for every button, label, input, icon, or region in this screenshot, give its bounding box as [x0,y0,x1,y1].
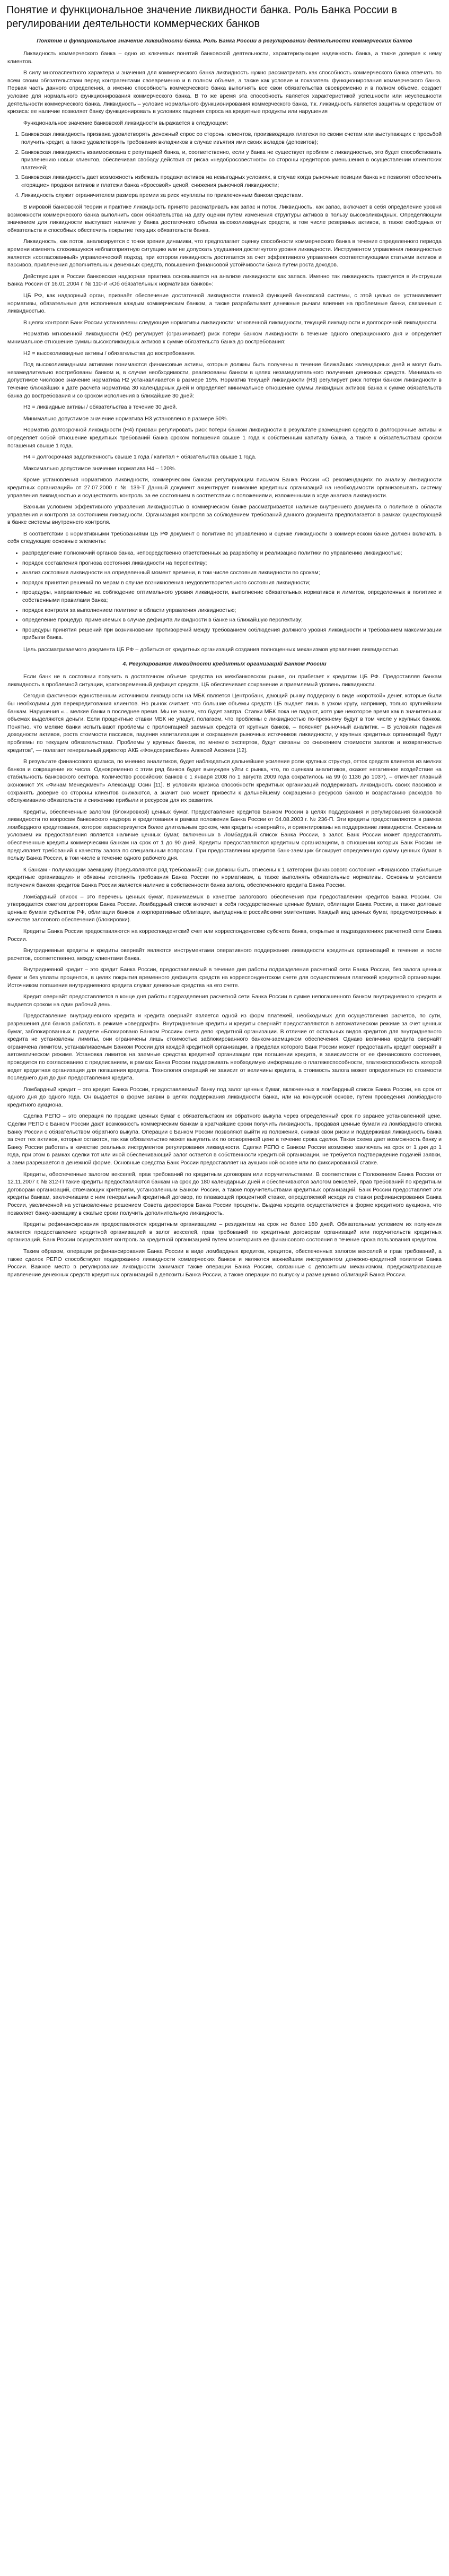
paragraph: Важным условием эффективного управления ликвидностью в коммерческом банке рассматривается наличие внутреннего документа о политике в области управления и контроля за состоянием ликвидности. Организация контроля за соблюдением требований данного документа предполагается в рамках существующей в банке системы внутреннего контроля. [7,504,442,526]
paragraph: В результате финансового кризиса, по мнению аналитиков, будет наблюдаться дальнейшее усиление роли крупных структур, отток средств клиентов из мелких банков и сокращение их числа. Одновременно с этим ряд банков будет вынужден уйти с рынка, что, по оценкам аналитиков, окажет негативное воздействие на стабильность банковского сектора. Количество российских банков с 1 января 2008 по 1 августа 2009 года сократилось на 99 (с 1136 до 1037), – отмечает главный экономист УК «Финам Менеджмент» Александр Осин [11]. В условиях кризиса способности кредитных организаций поддерживать ликвидность своих пассивов и сохранять доверие со стороны клиентов снижаются, а значит оно может привести к дальнейшему сокращению ресурсов банков и возрастанию расходов по обслуживанию обязательств и снижению прибыли и ресурсов для их развития. [7,758,442,804]
paragraph: ЦБ РФ, как надзорный орган, признаёт обеспечение достаточной ликвидности главной функцией банковской системы, с этой целью он устанавливает нормативы, обязательные для исполнения каждым коммерческим банком, а также разрабатывает денежные рычаги влияния на проблемные банки, связанные с ликвидностью. [7,292,442,315]
paragraph: Функциональное значение банковской ликвидности выражается в следующем: [23,119,228,126]
paragraph: Действующая в России банковская надзорная практика основывается на анализе ликвидности как запаса. Именно так ликвидность трактуется в Инструкции Банка России от 16.01.2004 г. № 110-И «Об обязательных нормативах банков»: [7,273,442,288]
paragraph: Кредиты, обеспеченные залогом векселей, прав требований по кредитным договорам или поручительствами. В соответствии с Положением Банка России от 12.11.2007 г. № 312-П такие кредиты предоставляются банкам на срок до 180 календарных дней и обеспечиваются залогом векселей, прав требований по кредитным договорам организаций, отвечающих критериям, установленным Банком России, а также поручительствами кредитных организаций. Банк России предоставляет эти кредиты банкам, заключившим с ним генеральный кредитный договор, по плавающей процентной ставке, определяемой исходя из ставки рефинансирования Банка России, увеличенной на установленные решением Совета директоров Банка России проценты. Выдача кредита осуществляется в форме кредитного аукциона, что позволяет банку-заемщику в сжатые сроки получить дополнительную ликвидность. [7,1171,442,1216]
regulation-section [7,673,442,889]
paragraph: Кредиты, обеспеченные залогом (блокировкой) ценных бумаг. Предоставление кредитов Банком России в целях поддержания и регулирования банковской ликвидности по вопросам банковского надзора и кредитования в рамках положения Банка России от 04.08.2003 г. № 236-П. Эти кредиты предоставляются в рамках ломбардного кредитования, которое характеризуется более длительным сроком, чем кредиты «овернайт», и ориентированы на поддержание ликвидности. Основным условием их предоставления является наличие ценных бумаг, включенных в Ломбардный список Банка России, в залог. Банк России может предоставлять обеспеченные кредиты коммерческим банкам на срок от 1 до 90 дней. Кредиты предоставляются кредитным организациям, в отношении которых Банк России не предъявляет требований к качеству залога по специальным вопросам. При предоставлении кредитов банк-заемщик блокирует определенную сумму ценных бумаг в пользу Банка России, в том числе в течение одного рабочего дня. [7,808,442,862]
paragraph: В мировой банковской теории и практике ликвидность принято рассматривать как запас и поток. Ликвидность, как запас, включает в себя определение уровня возможности коммерческого банка выполнить свои обязательства на дату оценки путем изменения структуры активов в пользу высоколиквидных. Определяющим значением для ликвидности выступает наличие у банка достаточного объема высоколиквидных средств, в том числе резервных активов, а также свободных от обязательств и способных обеспечить покрытие текущих обязательств банка. [7,204,442,234]
policy-elements-list [7,549,442,642]
paragraph: Таким образом, операции рефинансирования Банка России в виде ломбардных кредитов, кредитов, обеспеченных залогом векселей и прав требований, а также сделок РЕПО способствуют поддержанию ликвидности коммерческих банков и являются важнейшим инструментом денежно-кредитной политики Банка России. Важное место в регулировании ликвидности занимают также операции Банка России, связанные с депозитным механизмом, предусматривающие привлечение денежных средств кредитных организаций в депозиты Банка России, а также операции по выпуску и размещению облигаций Банка России. [7,1248,442,1278]
paragraph: Под высоколиквидными активами понимаются финансовые активы, которые должны быть получены в течение ближайших календарных дней и могут быть незамедлительно востребованы банком и, в случае необходимости, реализованы банком в целях незамедлительного получения денежных средств. Минимально допустимое числовое значение норматива Н2 устанавливается в размере 15%. Норматив текущей ликвидности (Н3) регулирует риск потери банком ликвидности в течение ближайших к дате расчета норматива 30 календарных дней и определяет минимальное отношение суммы ликвидных активов банка к сумме обязательств банка до востребования и со сроком исполнения в ближайшие 30 дней: [7,361,442,399]
paragraph: В соответствии с нормативными требованиями ЦБ РФ документ о политике по управлению и оценке ликвидности в коммерческом банке должен включать в себя следующие основные элементы: [7,530,442,545]
article-body [7,36,442,1278]
paragraph: Кредиты Банка России предоставляются на корреспондентский счет или корреспондентские субсчета банка, открытые в подразделениях расчетной сети Банка России. [7,928,442,943]
formula: Н3 = ликвидные активы / обязательства в течение 30 дней. [23,404,178,411]
list-item: 1. Банковская ликвидность призвана удовлетворять денежный спрос со стороны клиентов, произвводящих платежи по своим счетам или выступающих с просьбой получить кредит, а также удовлетворять требования вкладчиков в случае изъятия ими своих вкладов (депозитов); [21,131,442,146]
paragraph: Норматив долгосрочной ликвидности (Н4) призван регулировать риск потери банком ликвидности в результате размещения средств в долгосрочные активы и определяет собой отношение кредитных требований банка сроком погашения свыше 1 года к собственным капиталу банка, а также к обязательствам сроком погашения свыше 1 года. [7,427,442,449]
paragraph: Сегодня фактически единственным источником ликвидности на МБК является Центробанк, дающий рынку поддержку в виде «короткой» денег, которые были бы необходимы для перекредитования клиентов. Но рынок считает, что большие объемы средств ЦБ выдает лишь в узком кругу, например, только крупнейшим банкам. Нарушения «... мелкие банки в последнее время. Мы не знаем, что будет завтра. Ставки МБК пока не падают, хотя уже некоторое время как в значительных объемах выделяются деньги. Если процентные ставки МБК не упадут, полагаем, что проблемы с ликвидностью по-прежнему будут в том числе у крупных банков. Понятно, что мелкие банки испытывают проблемы с пролонгацией заемных средств от крупных банков, – поясняет рыночный аналитик. – В условиях падения доходности активов, роста стоимости пассивов, падения капитализации и сокращения рыночных источников ликвидности, у крупных кредитных организаций будут проблемы по текущим обязательствам. Проблемы у крупных банков, по мнению экспертов, будут связаны со снижением стоимости залогов и возвратностью кредитов", — полагает генеральный директор АКБ «Фондсервисбанк» Алексей Аксенов [12]. [7,693,442,754]
list-item: • порядок принятия решений по мерам в случае возникновения неудовлетворительного состояния ликвидности; [22,579,442,587]
paragraph: Кроме установления нормативов ликвидности, коммерческим банкам регулирующим письмом Банка России «О рекомендациях по анализу ликвидности кредитных организаций» от 27.07.2000 г. № 139-Т Данный документ акцентирует внимание кредитных организаций на необходимости организовывать систему управления ликвидностью и осуществлять контроль за ее состоянием в соответствии с положениями, изложенными в ходе анализа ликвидности. [7,477,442,499]
paragraph: Внутридневные кредиты и кредиты овернайт являются инструментами оперативного поддержания ликвидности кредитных организаций в течение и после расчетов, соответственно, между клиентами банка. [7,947,442,962]
list-item: • порядок контроля за выполнением политики в области управления ликвидностью; [22,607,442,615]
formula: Н2 = высоколиквидные активы / обязательства до востребования. [23,350,196,357]
paragraph: Цель рассматриваемого документа ЦБ РФ – добиться от кредитных организаций создания полноценных механизмов управления ликвидностью. [23,646,400,653]
list-item: • анализ состояния ликвидности на определенный момент времени, в том числе состояния ликвидности по срокам; [22,569,442,577]
list-item: • определение процедур, применяемых в случае дефицита ликвидности в банке на ближайшую перспективу; [22,616,442,624]
paragraph: Ликвидность, как поток, анализируется с точки зрения динамики, что предполагает оценку способности коммерческого банка в течение определенного периода времени изменять сложившуюся неблагоприятную ситуацию или не допускать ухудшения достигнутого уровня ликвидности. Инструментом управления ликвидностью является «согласованный» управленческий подход, при котором ликвидность достигается за счет эффективного управления соответствующими статьями активов и пассивов, привлечения дополнительных денежных средств, повышения финансовой устойчивости банка путем роста доходов. [7,238,442,269]
list-item: • процедуры принятия решений при возникновении противоречий между требованием соблюдения должного уровня ликвидности и требованием максимизации прибыли банка. [22,626,442,642]
paragraph: Ломбардный кредит – это кредит Банка России, предоставляемый банку под залог ценных бумаг, включенных в ломбардный список Банка России, на срок от одного дня до одного года. Он выдается в форме заявки в целях поддержания ликвидности банка, или на конкурсной основе, путем проведения ломбардного кредитного аукциона. [7,1086,442,1108]
section-heading: 4. Регулирование ликвидности кредитных организаций Банком России [122,660,327,667]
intro-section [7,50,442,127]
page-title: Понятие и функциональное значение ликвидности банка. Роль Банка России в регулировании деятельности коммерческих банков [6,4,398,30]
paragraph: Кредит овернайт предоставляется в конце дня работы подразделения расчетной сети Банка России в сумме непогашенного банком внутридневного кредита и выдается сроком на один рабочий день. [7,993,442,1008]
paragraph: Внутридневной кредит – это кредит Банка России, предоставляемый в течение дня работы подразделения расчетной сети Банка России, без залога ценных бумаг и без уплаты процентов, в целях покрытия временного дефицита средств на корреспондентском счете для осуществления платежей кредитной организации. Источником погашения внутридневного кредита служат денежные средства на его счете. [7,966,442,989]
refinancing-section [7,893,442,1279]
page [0,0,449,1278]
list-item: • порядок составления прогноза состояния ликвидности на перспективу; [22,559,442,567]
paragraph: Сделка РЕПО – это операция по продаже ценных бумаг с обязательством их обратного выкупа через определенный срок по заранее установленной цене. Сделки РЕПО с Банком России дают возможность коммерческим банкам в кратчайшие сроки получить ликвидность, продавая ценные бумаги из ломбардного списка Банку России с обязательством обратного выкупа. Операции с Банком России позволяют выйти из положения, снижая свои риски и поддерживая ликвидность банка за счет тех активов, которые остаются, так как обязательство может выкупить их по оговоренной цене в течение срока сделки. Такая схема дает возможность банку и Банку России работать в качестве реальных инструментов регулирования ликвидности. Сделки РЕПО с Банком России возможно заключать на срок от 1 дня до 1 года, при этом в рамках сделки тот или иной обеспечивающий залог остается в собственности кредитной организации, не требуется подтверждение подачей заявки, а заем разрешается в денежной форме. Основные средства Банк России предоставляет на аукционной основе или по фиксированной ставке. [7,1113,442,1166]
paragraph: В целях контроля Банк России установлены следующие нормативы ликвидности: мгновенной ликвидности, текущей ликвидности и долгосрочной ликвидности. [23,319,438,326]
liquidity-section [7,203,442,546]
paragraph: Если банк не в состоянии получить в достаточном объеме средства на межбанковском рынке, он прибегает к кредитам ЦБ РФ. Предоставляя банкам ликвидность в проблемной ситуации, кратковременный дефицит средств, ЦБ обеспечивает сохранение и приемлемый уровень ликвидности. [7,673,442,688]
list-item: 4. Ликвидность служит ограничителем размера премии за риск неуплаты по привлеченным банком средствам. [21,192,442,200]
paragraph: Норматив мгновенной ликвидности (Н2) регулирует (ограничивает) риск потери банком ликвидности в течение одного операционного дня и определяет минимальное отношение суммы высоколиквидных активов к сумме обязательств банка до востребования: [7,331,442,345]
functions-list [7,131,442,199]
paragraph: Максимально допустимое значение норматива Н4 – 120%. [23,465,177,472]
paragraph: Минимально допустимое значение норматива Н3 установлено в размере 50%. [23,415,228,422]
list-item: 2. Банковская ликвидность взаимосвязана с репутацией банка, и, соответственно, если у банка не существует проблем с ликвидностью, это будет способствовать привлечению новых клиентов, обеспечивая свободу действия от риска «недобросовестного» со стороны кредиторов уменьшения в осуществлении клиентских платежей; [21,149,442,172]
paragraph: В силу многоаспектного характера и значения для коммерческого банка ликвидность нужно рассматривать как способность коммерческого банка отвечать по всем своим обязательствам перед контрагентами своевременно и в полном объеме, а также как условие и показатель функционирования коммерческого банка. Первая часть данного определения, а именно способность коммерческого банка выполнять все свои обязательства своевременно и в полном объеме, создает условие для нормального функционирования коммерческого банка. В то же время эта способность является характеристикой успешности или неуспешности деятельности коммерческого банка. Ликвидность – условие нормального функционирования коммерческого банка, т.к. ликвидность является защитным средством от кризиса: ее наличие позволяет банку функционировать в условиях падения спроса на кредитные продукты или нарушения [7,70,442,115]
paragraph: Предоставление внутридневного кредита и кредита овернайт является одной из форм платежей, необходимых для осуществления расчетов, по сути, разрешения для банков работать в режиме «овердрафт». Внутридневные кредиты и кредиты овернайт предоставляются в автоматическом режиме за счет ценных бумаг, заблокированных в разделе «Блокировано Банком России» счета депо кредитной организации. В отличие от остальных видов кредитов для внутридневного кредита не установлены лимиты, они ограничены лишь стоимостью заблокированного банком-заемщиком обеспечения. Однако величина кредита овернайт ограничена лимитом, устанавливаемым Банком России для каждой кредитной организации, в пределах которого Банк России может предоставить кредит овернайт в автоматическом режиме. Установка лимитов на заемные средства кредитной организации при погашении кредита, в зависимости от ее финансового состояния, проводится по согласованию с предписанием, в рамках Банка России поддерживать необходимую информацию о платежеспособности, платежеспособность которой ведет кредитная организация для погашения кредита. Технология операций не зависит от величины кредита, а стоимость залога может определяться по стоимости последнего дня до дня предоставления кредита. [7,1013,442,1082]
list-item: 3. Банковская ликвидность дает возможность избежать продажи активов на невыгодных условиях, в случае когда рыночные позиции банка не позволят обеспечить «горящие» продажи активов и платежи банка «бросовой» ценой, снижения рыночной ликвидности; [21,174,442,189]
paragraph: К банкам - получающим заемщику (предъявляются ряд требований): они должны быть отнесены к 1 категории финансового состояния «Финансово стабильные кредитные организации» и обязаны исполнять требования Банка России по нормативам, а также выполнять обязательные нормативы. Основным условием получения банком кредитов Банка России является наличие в собственности банка залога, обеспеченного кредита Банка России. [7,866,442,889]
paragraph: Кредиты рефинансирования предоставляются кредитным организациям – резидентам на срок не более 180 дней. Обязательным условием их получения является предоставление кредитной организацией в залог векселей, прав требований по кредитным договорам организаций или поручительств кредитных организаций. Банк России осуществляет контроль за кредитной организацией путем мониторинга ее финансового состояния в течение срока пользования кредитом. [7,1221,442,1243]
paragraph: Ликвидность коммерческого банка – одно из ключевых понятий банковской деятельности, характеризующее надежность банка, а также доверие к нему клиентов. [7,50,442,65]
formula: Н4 = долгосрочная задолженность свыше 1 года / капитал + обязательства свыше 1 года. [23,454,257,461]
article-heading: Понятие и функциональное значение ликвидности банка. Роль Банка России в регулировании деятельности коммерческих банков [37,38,412,44]
list-item: • распределение полномочий органов банка, непосредственно ответственных за разработку и реализацию политики по управлению ликвидностью; [22,549,442,557]
list-item: • процедуры, направленные на соблюдение оптимального уровня ликвидности, выполнение обязательных нормативов и лимитов, определенных в политике и собственными правилами банка; [22,589,442,604]
paragraph: Ломбардный список – это перечень ценных бумаг, принимаемых в качестве залогового обеспечения при предоставлении кредитов Банка России. Он утверждается советом директоров Банка России. Ломбардный список включает в себя государственные ценные бумаги, облигации Банка России, а также долговые ценные бумаги субъектов РФ, облигации банков и корпоративные облигации, выпущенные российскими эмитентами. Каждый вид ценных бумаг, предусмотренных в качестве залогового обеспечения (блокировки). [7,893,442,923]
